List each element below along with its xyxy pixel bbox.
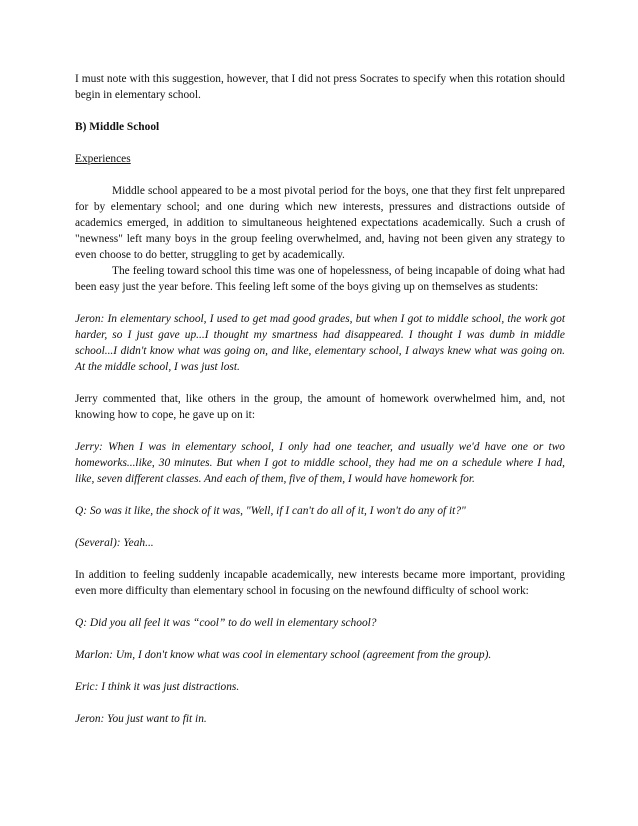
document-page: [75, 71, 565, 727]
quote-marlon: Marlon: Um, I don't know what was cool in elementary school (agreement from the group).: [75, 649, 492, 661]
section-heading-middle-school: B) Middle School: [75, 121, 160, 133]
quote-q-shock: Q: So was it like, the shock of it was, "Well, if I can't do all of it, I won't do any of it?": [75, 505, 466, 517]
paragraph-pivotal-period: Middle school appeared to be a most pivotal period for the boys, one that they first felt unprepared for by elementary school; and one during which new interests, pressures and distractions outside of academics emerged, in addition to simultaneous heightened expectations academically. Such a crush of "newness" left many boys in the group feeling overwhelmed, and, having not been given any strategy to even choose to do better, struggling to get by academically.: [75, 185, 565, 261]
quote-q-cool: Q: Did you all feel it was “cool” to do well in elementary school?: [75, 617, 377, 629]
quote-jeron-grades: Jeron: In elementary school, I used to get mad good grades, but when I got to middle school, the work got harder, so I just gave up...I thought my smartness had disappeared. I thought I was dumb in middle school...I didn't know what was going on, and like, elementary school, I always knew what was going on. At the middle school, I was just lost.: [75, 313, 565, 373]
paragraph-jerry-homework: Jerry commented that, like others in the group, the amount of homework overwhelmed him, and, not knowing how to cope, he gave up on it:: [75, 393, 565, 421]
paragraph-new-interests: In addition to feeling suddenly incapable academically, new interests became more important, providing even more difficulty than elementary school in focusing on the newfound difficulty of school work:: [75, 569, 565, 597]
paragraph-hopelessness: The feeling toward school this time was one of hopelessness, of being incapable of doing what had been easy just the year before. This feeling left some of the boys giving up on themselves as students:: [75, 265, 565, 293]
quote-eric: Eric: I think it was just distractions.: [75, 681, 240, 693]
quote-jerry-teacher: Jerry: When I was in elementary school, I only had one teacher, and usually we'd have one or two homeworks...like, 30 minutes. But when I got to middle school, they had me on a schedule where I had, like, seven different classes. And each of them, five of them, I would have homework for.: [75, 441, 565, 485]
subheading-experiences: Experiences: [75, 153, 131, 165]
paragraph-rotation-note: I must note with this suggestion, however, that I did not press Socrates to specify when this rotation should begin in elementary school.: [75, 73, 565, 101]
quote-jeron-fit-in: Jeron: You just want to fit in.: [75, 713, 207, 725]
quote-several-yeah: (Several): Yeah...: [75, 537, 154, 549]
